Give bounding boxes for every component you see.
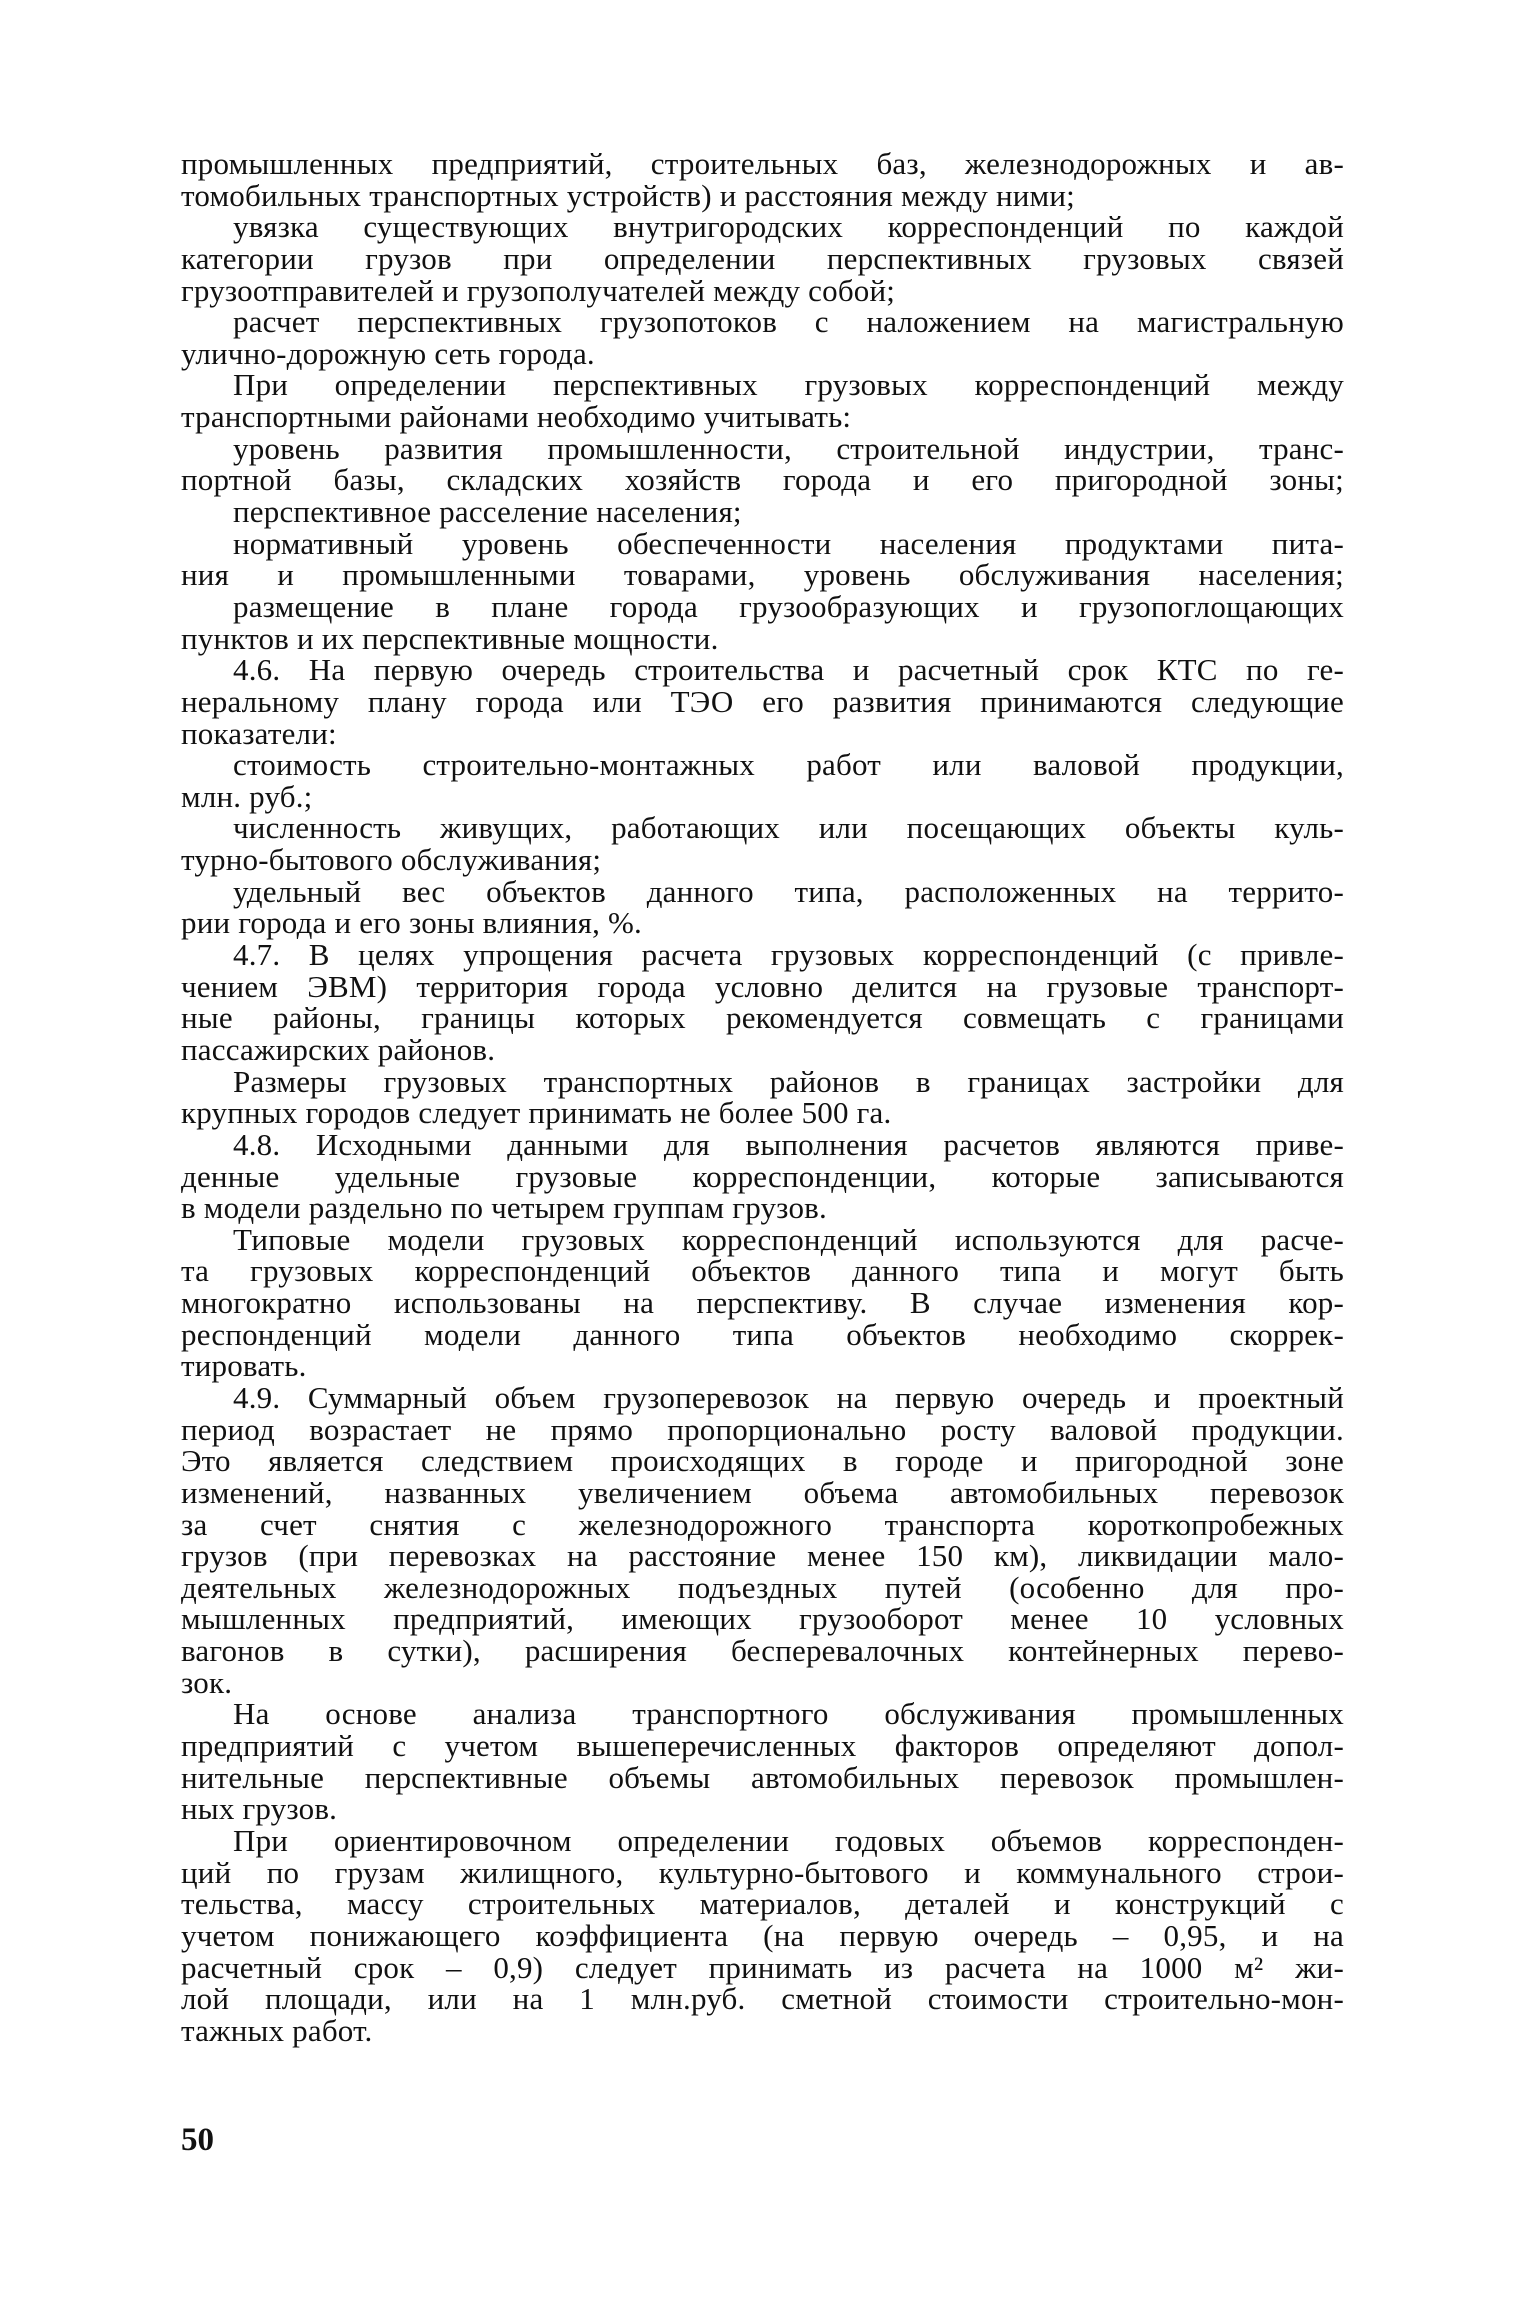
text-line: улично-дорожную сеть города. <box>181 335 595 371</box>
text-line: неральному плану города или ТЭО его развития принимаются следующие <box>181 683 1344 719</box>
text-line: крупных городов следует принимать не более 500 га. <box>181 1095 892 1131</box>
text-line: респонденций модели данного типа объектов необходимо скоррек- <box>181 1316 1344 1352</box>
text-line: уровень развития промышленности, строительной индустрии, транс- <box>233 430 1344 466</box>
text-line: При определении перспективных грузовых корреспонденций между <box>233 367 1344 403</box>
text-line: расчетный срок – 0,9) следует принимать из расчета на 1000 м² жи- <box>181 1949 1344 1985</box>
text-line: транспортными районами необходимо учитывать: <box>181 399 852 435</box>
text-line: тельства, массу строительных материалов, деталей и конструкций с <box>181 1886 1344 1922</box>
text-line: денные удельные грузовые корреспонденции, которые записываются <box>181 1158 1344 1194</box>
text-line: ных грузов. <box>181 1791 338 1827</box>
text-line: лой площади, или на 1 млн.руб. сметной стоимости строительно-мон- <box>181 1981 1344 2017</box>
text-line: промышленных предприятий, строительных баз, железнодорожных и ав- <box>181 146 1344 181</box>
text-line: рии города и его зоны влияния, %. <box>181 905 642 941</box>
text-line: грузов (при перевозках на расстояние менее 150 км), ликвидации мало- <box>181 1538 1344 1574</box>
text-line: 4.6. На первую очередь строительства и расчетный срок КТС по ге- <box>233 652 1344 688</box>
text-line: 4.9. Суммарный объем грузоперевозок на первую очередь и проектный <box>233 1379 1344 1415</box>
text-line: учетом понижающего коэффициента (на первую очередь – 0,95, и на <box>181 1917 1344 1953</box>
text-line: предприятий с учетом вышеперечисленных факторов определяют допол- <box>181 1728 1344 1764</box>
text-line: 4.8. Исходными данными для выполнения расчетов являются приве- <box>233 1126 1344 1162</box>
text-line: нормативный уровень обеспеченности населения продуктами пита- <box>233 525 1344 561</box>
text-line: пассажирских районов. <box>181 1031 496 1067</box>
text-line: ций по грузам жилищного, культурно-бытового и коммунального строи- <box>181 1854 1344 1890</box>
text-line: за счет снятия с железнодорожного транспорта короткопробежных <box>181 1506 1344 1542</box>
text-line: ные районы, границы которых рекомендуется совмещать с границами <box>181 1000 1344 1036</box>
text-line: 4.7. В целях упрощения расчета грузовых корреспонденций (с привле- <box>233 937 1344 973</box>
text-line: ния и промышленными товарами, уровень обслуживания населения; <box>181 557 1344 593</box>
text-line: грузоотправителей и грузополучателей между собой; <box>181 272 896 308</box>
text-line: мышленных предприятий, имеющих грузооборот менее 10 условных <box>181 1601 1344 1637</box>
text-line: тировать. <box>181 1348 307 1384</box>
text-line: Типовые модели грузовых корреспонденций используются для расче- <box>233 1221 1344 1257</box>
text-line: численность живущих, работающих или посещающих объекты куль- <box>233 810 1344 846</box>
text-line: перспективное расселение населения; <box>233 494 742 530</box>
text-line: та грузовых корреспонденций объектов данного типа и могут быть <box>181 1253 1344 1289</box>
text-line: показатели: <box>181 715 337 751</box>
text-line: изменений, названных увеличением объема автомобильных перевозок <box>181 1474 1344 1510</box>
text-line: стоимость строительно-монтажных работ или валовой продукции, <box>233 747 1344 783</box>
text-line: удельный вес объектов данного типа, расположенных на террито- <box>233 873 1344 909</box>
text-line: расчет перспективных грузопотоков с наложением на магистральную <box>233 304 1344 340</box>
text-line: При ориентировочном определении годовых объемов корреспонден- <box>233 1822 1344 1858</box>
text-line: Это является следствием происходящих в городе и пригородной зоне <box>181 1443 1344 1479</box>
text-line: многократно использованы на перспективу. В случае изменения кор- <box>181 1285 1344 1321</box>
text-line: деятельных железнодорожных подъездных путей (особенно для про- <box>181 1569 1344 1605</box>
text-line: категории грузов при определении перспективных грузовых связей <box>181 240 1344 276</box>
text-line: нительные перспективные объемы автомобильных перевозок промышлен- <box>181 1759 1344 1795</box>
body-text <box>181 148 1344 2046</box>
page-number: 50 <box>181 2122 214 2158</box>
text-line: период возрастает не прямо пропорционально росту валовой продукции. <box>181 1411 1344 1447</box>
text-line: пунктов и их перспективные мощности. <box>181 620 719 656</box>
text-line: увязка существующих внутригородских корреспонденций по каждой <box>233 209 1344 245</box>
text-line: зок. <box>181 1664 233 1700</box>
text-line: турно-бытового обслуживания; <box>181 842 602 878</box>
text-line: томобильных транспортных устройств) и расстояния между ними; <box>181 177 1075 213</box>
text-line: тажных работ. <box>181 2012 373 2048</box>
text-line: размещение в плане города грузообразующих и грузопоглощающих <box>233 588 1344 624</box>
text-line: Размеры грузовых транспортных районов в границах застройки для <box>233 1063 1344 1099</box>
text-line: в модели раздельно по четырем группам грузов. <box>181 1190 827 1226</box>
text-line: млн. руб.; <box>181 778 313 814</box>
text-line: портной базы, складских хозяйств города и его пригородной зоны; <box>181 462 1344 498</box>
text-line: чением ЭВМ) территория города условно делится на грузовые транспорт- <box>181 968 1344 1004</box>
text-line: вагонов в сутки), расширения бесперевалочных контейнерных перево- <box>181 1633 1344 1669</box>
text-line: На основе анализа транспортного обслуживания промышленных <box>233 1696 1344 1732</box>
